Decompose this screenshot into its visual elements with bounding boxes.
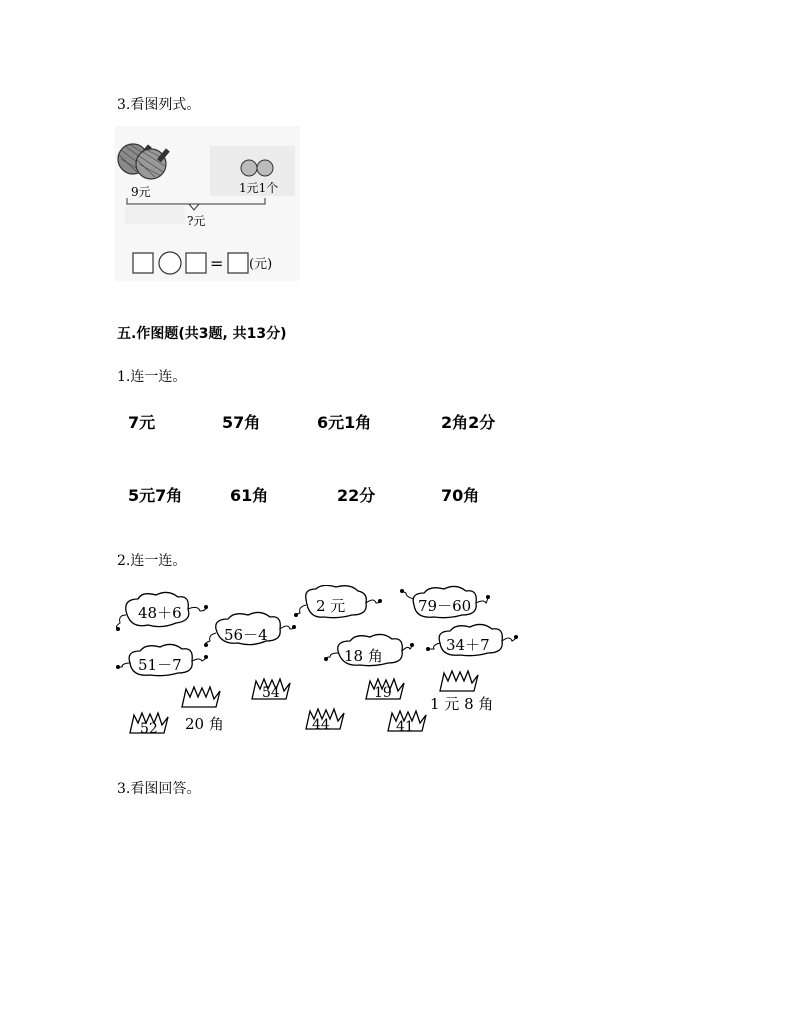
match-top-item[interactable]: 6元1角	[317, 413, 372, 432]
match-bottom-item[interactable]: 22分	[337, 486, 376, 505]
equals-sign: =	[210, 254, 224, 273]
rackets-balls-figure	[115, 126, 300, 281]
match-1-title: 1.连一连。	[117, 369, 187, 385]
right-price-label: 1元1个	[239, 181, 279, 195]
svg-text:2 元: 2 元	[316, 597, 346, 615]
grass-answer[interactable]	[366, 679, 404, 701]
operator-circle[interactable]	[159, 252, 181, 274]
grass-answer[interactable]	[252, 679, 290, 701]
svg-text:41: 41	[396, 719, 414, 735]
grass-answer[interactable]	[306, 709, 344, 733]
grass-answer[interactable]	[388, 711, 426, 735]
svg-text:19: 19	[374, 685, 392, 701]
match-bottom-item[interactable]: 70角	[441, 486, 480, 505]
cloud-expression[interactable]	[294, 585, 382, 617]
answer-box[interactable]	[133, 253, 153, 273]
cloud-expression[interactable]	[116, 592, 208, 631]
match-2-figure	[110, 585, 530, 745]
svg-text:52: 52	[140, 721, 158, 737]
svg-text:18 角: 18 角	[344, 647, 383, 665]
grass-label-answer[interactable]	[440, 671, 478, 691]
match-bottom-item[interactable]: 61角	[230, 486, 269, 505]
svg-text:34＋7: 34＋7	[446, 636, 490, 654]
svg-text:44: 44	[312, 717, 330, 733]
ball-icon	[257, 160, 273, 176]
match-top-item[interactable]: 57角	[222, 413, 261, 432]
svg-text:51－7: 51－7	[138, 656, 182, 674]
ball-icon	[241, 160, 257, 176]
total-label: ?元	[187, 214, 206, 228]
cloud-expression[interactable]	[204, 612, 296, 647]
grass-answer[interactable]	[130, 713, 168, 737]
match-3-title: 3.看图回答。	[117, 781, 201, 797]
match-top-item[interactable]: 2角2分	[441, 413, 496, 432]
svg-text:54: 54	[262, 685, 280, 701]
match-bottom-item[interactable]: 5元7角	[128, 486, 183, 505]
grass-label-answer[interactable]	[182, 687, 220, 707]
answer-box[interactable]	[228, 253, 248, 273]
svg-text:48＋6: 48＋6	[138, 604, 182, 622]
cloud-expression[interactable]	[426, 624, 518, 655]
cloud-expression[interactable]	[116, 644, 208, 675]
question-3-title: 3.看图列式。	[117, 97, 201, 113]
left-price-label: 9元	[131, 185, 151, 199]
svg-text:79－60: 79－60	[418, 597, 472, 615]
grass-label: 20 角	[185, 715, 224, 733]
cloud-expression[interactable]	[324, 634, 414, 665]
section-5-title: 五.作图题(共3题, 共13分)	[117, 326, 287, 342]
answer-box[interactable]	[186, 253, 206, 273]
unit-label: (元)	[249, 257, 273, 272]
match-top-item[interactable]: 7元	[128, 413, 156, 432]
match-2-title: 2.连一连。	[117, 553, 187, 569]
grass-label: 1 元 8 角	[430, 695, 494, 713]
svg-text:56－4: 56－4	[224, 626, 268, 644]
cloud-expression[interactable]	[400, 586, 490, 617]
